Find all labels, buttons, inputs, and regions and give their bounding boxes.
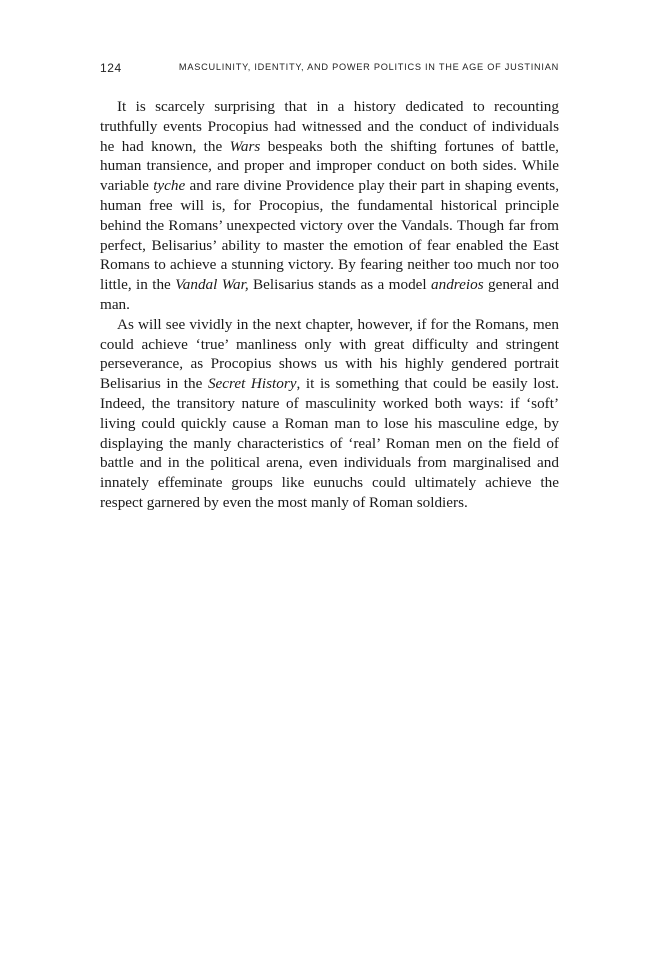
text-run: general and man. (100, 276, 559, 313)
text-run: As will see vividly in the next chapter, however, if for the Romans, men could achieve ‘true’ manliness only with great difficulty and stringent perseverance, as Procopius shows us with his highly gendered portrait Belisarius in the (100, 315, 559, 393)
italic-term-tyche: tyche (153, 177, 186, 195)
text-run: bespeaks both the shifting fortunes of battle, human transience, and proper and improper conduct on both sides. While variable (100, 137, 559, 195)
paragraph-1 (100, 97, 559, 315)
running-title: MASCULINITY, IDENTITY, AND POWER POLITICS IN THE AGE OF JUSTINIAN (178, 62, 559, 72)
italic-title-vandal-war: Vandal War, (175, 276, 249, 294)
text-run: It is scarcely surprising that in a history dedicated to recounting truthfully events Procopius had witnessed and the conduct of individuals he had known, the (100, 98, 559, 155)
page-number: 124 (100, 61, 122, 75)
text-run: and rare divine Providence play their part in shaping events, human free will is, for Procopius, the fundamental historical principle behind the Romans’ unexpected victory over the Vandals. Though far from perfect, Belisarius’ ability to master the emotion of fear enabled the East Romans to achieve a stunning victory. By fearing neither too much nor too little, in the (100, 177, 559, 294)
text-run: , it is something that could be easily lost. Indeed, the transitory nature of masculinity worked both ways: if ‘soft’ living could quickly cause a Roman man to lose his masculine edge, by displaying the manly characteristics of ‘real’ Roman men on the field of battle and in the political arena, even individuals from marginalised and innately effeminate groups like eunuchs could ultimately achieve the respect garnered by even the most manly of Roman soldiers. (100, 375, 559, 511)
italic-title-secret-history: Secret History (207, 375, 297, 393)
paragraph-2 (100, 315, 559, 513)
running-head (100, 61, 559, 77)
italic-term-andreios: andreios (431, 276, 484, 294)
text-run: Belisarius stands as a model (248, 276, 432, 294)
body-text (100, 97, 559, 513)
italic-term-wars: Wars (229, 137, 261, 155)
